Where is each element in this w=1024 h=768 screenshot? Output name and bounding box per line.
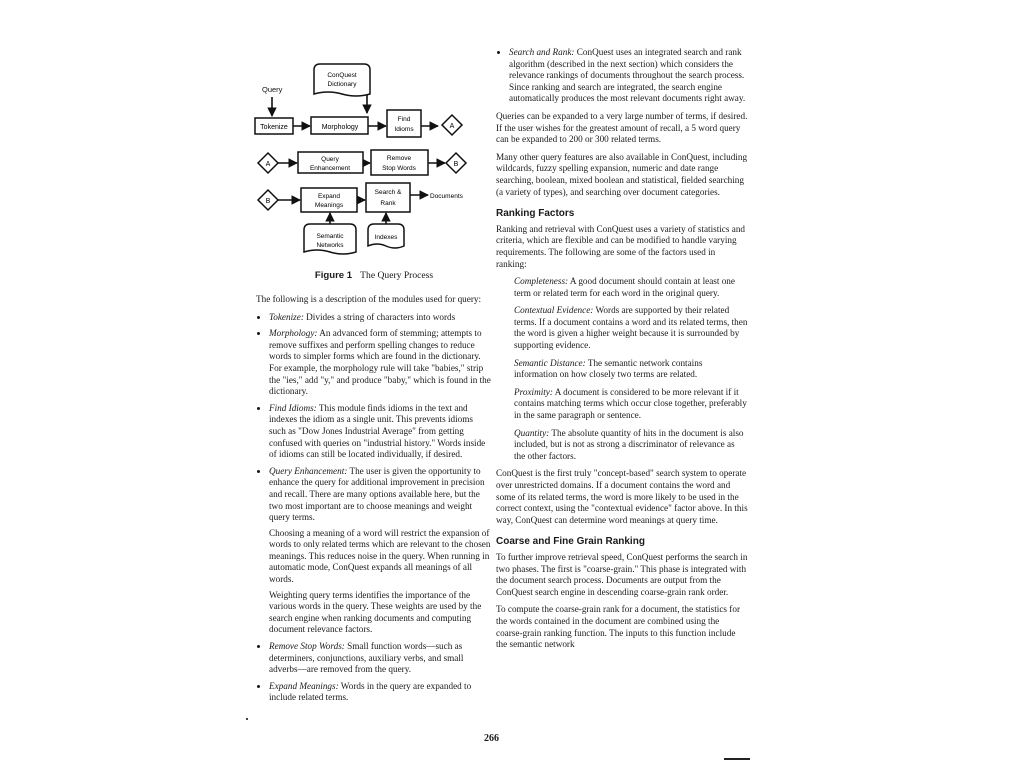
module-item [269,641,492,676]
factor-term: Completeness: [514,276,569,287]
corner-rule [724,758,750,760]
node-expand-meanings [301,188,357,212]
module-item [269,328,492,398]
left-column [256,294,492,710]
paragraph-query-features: Many other query features are also available in ConQuest, including wildcards, fuzzy spelling expansion, numeric and date range searching, boolean, mixed boolean and statistical, fielded searching (a variety of types), and searching over document categories. [496,151,748,197]
module-extra-paragraph: Weighting query terms identifies the importance of the various words in the query. These weights are used by the search engine when ranking documents and computing document relevance factors. [269,589,482,635]
node-semantic-networks-line1: Semantic [316,233,344,240]
node-search-rank-line1: Search & [374,189,402,196]
factor-term: Proximity: [514,386,553,397]
node-indexes-label: Indexes [374,234,398,241]
module-term: Remove Stop Words: [269,641,345,652]
ranking-factor [514,387,748,422]
node-dictionary-line1: ConQuest [327,72,357,79]
node-morphology [311,117,368,134]
module-text: An advanced form of stemming; attempts to remove suffixes and perform spelling changes to reduce words to simpler forms which are found in the dictionary. For example, the morphology rule will take "babies," strip the "ies," add "y," and produce "baby," which is found in the dictionary. [269,328,491,397]
page-number: 266 [484,733,499,744]
corner-mark [246,718,248,720]
node-remove-stop-words-line2: Stop Words [382,165,416,172]
query-process-diagram [252,60,502,274]
ranking-factor [514,305,748,351]
module-term: Search and Rank: [509,47,575,57]
connector-b-out [446,153,466,173]
factor-text: A document is considered to be more relevant if it contains matching terms which occur close together, preferably in the same paragraph or sentence. [514,386,747,421]
ranking-factor [514,428,748,463]
modules-list [256,312,492,704]
heading-ranking-factors: Ranking Factors [496,208,575,220]
connector-a-in [258,153,278,173]
connector-a-out-label: A [449,123,455,130]
node-search-rank [366,183,410,212]
figure-caption [256,270,492,281]
ranking-factor [514,358,748,381]
connector-a-in-label: A [265,161,271,168]
connector-a-out [442,115,462,135]
connector-b-out-label: B [453,161,459,168]
module-term: Tokenize: [269,311,304,322]
paragraph-concept-based: ConQuest is the first truly "concept-based" search system to operate over unrestricted domains. If a document contains the word and some of its related terms, the word is more likely to be used in the correct context, using the "contextual evidence" factor above. In this way, ConQuest can determine word meanings at query time. [496,468,748,525]
factor-text: The semantic network contains information on how closely two terms are related. [514,357,703,380]
node-expand-meanings-line2: Meanings [314,202,344,209]
node-semantic-networks-line2: Networks [316,242,344,249]
module-item [269,681,492,704]
node-remove-stop-words [371,150,428,175]
module-term: Morphology: [269,328,318,339]
paragraph-ranking-intro: Ranking and retrieval with ConQuest uses a variety of statistics and criteria, which are flexible and can be modified to handle varying requirements. The following are some of the factors used in ranking: [496,223,746,269]
figure-caption-label: Figure 1 [314,270,353,281]
module-text: Words in the query are expanded to include related terms. [269,680,472,703]
module-text: This module finds idioms in the text and indexes the idiom as a single unit. This prevents idioms such as "Dow Jones Industrial Average" from getting confused with queries on "industrial history." Words inside of idioms can still be located individually, if desired. [269,402,486,460]
node-find-idioms-line1: Find [397,116,411,123]
module-term: Find Idioms: [269,402,317,413]
module-item [269,403,492,461]
paragraph-coarse-grain-rank: To compute the coarse-grain rank for a document, the statistics for the words contained in the document are combined using the coarse-grain ranking function. The inputs to this function include the semantic network [496,604,741,650]
module-text: Divides a string of characters into words [306,311,456,322]
modules-intro: The following is a description of the modules used for query: [256,294,482,304]
paragraph-query-expansion: Queries can be expanded to a very large number of terms, if desired. If the user wishes for the greatest amount of recall, a 5 word query can be expanded to 200 or 300 related terms. [496,110,748,145]
module-item [269,466,492,636]
node-expand-meanings-line1: Expand [317,193,341,200]
node-remove-stop-words-line1: Remove [386,155,412,162]
node-dictionary [314,64,370,96]
connector-b-in [258,190,278,210]
heading-coarse-fine-ranking: Coarse and Fine Grain Ranking [496,536,645,548]
node-find-idioms [387,110,421,137]
node-tokenize [255,118,293,134]
node-tokenize-label: Tokenize [260,124,288,131]
figure-caption-text: The Query Process [360,270,434,281]
node-search-rank-line2: Rank [380,200,396,207]
factor-term: Quantity: [514,427,550,438]
node-dictionary-line2: Dictionary [327,81,357,88]
module-text: The user is given the opportunity to enhance the query for additional improvement in precision and recall. There are many options available here, but the two most important are to choose meanings and weight query terms. [269,465,485,523]
node-query-enhancement [298,152,363,173]
right-column [496,47,748,657]
factor-term: Contextual Evidence: [514,305,594,316]
node-find-idioms-line2: Idioms [394,126,414,133]
query-label: Query [262,85,283,94]
paragraph-two-phases: To further improve retrieval speed, ConQuest performs the search in two phases. The first is "coarse-grain." This phase is integrated with the document search process. Documents are output from the ConQuest search engine in descending coarse-grain rank order. [496,551,748,597]
module-extra-paragraph: Choosing a meaning of a word will restrict the expansion of words to only related terms which are relevant to the chosen meanings. This reduces noise in the query. When running in automatic mode, ConQuest expands all meanings of all words. [269,527,491,585]
module-text: ConQuest uses an integrated search and rank algorithm (described in the next section) which considers the relevance rankings of documents throughout the search process. Since ranking and search are integrated, the search engine automatically produces the most relevant documents right away. [509,47,746,104]
ranking-factor [514,276,748,299]
node-semantic-networks [304,224,356,254]
module-term: Expand Meanings: [269,680,339,691]
module-item [269,312,492,324]
module-item [509,47,748,105]
node-query-enhancement-line2: Enhancement [309,165,351,172]
factor-text: Words are supported by their related terms. If a document contains a word and its related terms, then the word is given a higher weight because it is surrounded by supporting evidence. [514,305,748,351]
connector-b-in-label: B [265,198,271,205]
documents-label: Documents [430,193,463,200]
factor-text: The absolute quantity of hits in the document is also included, but is not as strong a discriminator of relevance as the other factors. [514,427,744,461]
search-rank-bullet-list [496,47,748,105]
node-indexes [368,224,404,248]
node-query-enhancement-line1: Query [321,156,339,163]
module-text: Small function words—such as determiners, conjunctions, auxiliary verbs, and small adverbs—are removed from the query. [269,641,464,675]
factor-term: Semantic Distance: [514,357,586,368]
module-term: Query Enhancement: [269,465,348,476]
factor-text: A good document should contain at least one term or related term for each word in the original query. [514,276,735,298]
node-morphology-label: Morphology [321,124,359,131]
